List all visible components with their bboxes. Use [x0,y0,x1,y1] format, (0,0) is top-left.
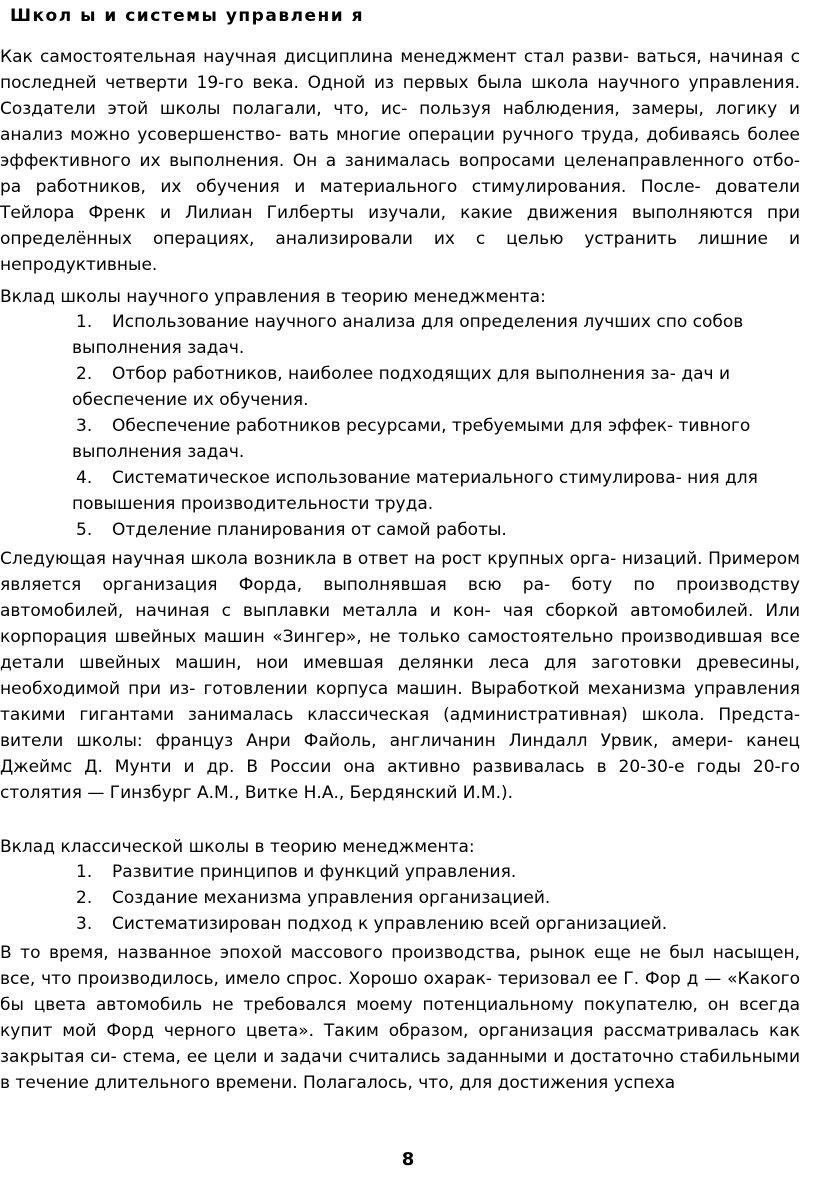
page-number: 8 [401,1149,415,1170]
list-item [72,361,782,413]
list-item-number: 1. [76,862,93,882]
list-item-number: 5. [76,520,93,540]
classical-school-contributions-list [72,859,782,937]
list-item-number: 3. [76,914,93,934]
list-item-text: Использование научного анализа для определения лучших спо собов выполнения задач. [72,312,744,358]
list-item [72,465,782,517]
list-item-number: 4. [76,468,93,488]
list-item [72,309,782,361]
list-item-number: 3. [76,416,93,436]
list-intro-scientific-school: Вклад школы научного управления в теорию менеджмента: [0,287,546,307]
list-item-text: Систематизирован подход к управлению всей организацией. [112,914,668,934]
list-item [72,413,782,465]
list-item-number: 1. [76,312,93,332]
list-item-number: 2. [76,364,93,384]
list-item-text: Обеспечение работников ресурсами, требуемыми для эффек- тивного выполнения задач. [72,416,751,462]
scientific-school-contributions-list [72,309,782,543]
paragraph-mass-production: В то время, названное эпохой массового производства, рынок еще не был насыщен, все, что производилось, имело спрос. Хорошо охарак- теризовал ее Г. Фор д — «Какого бы цвета автомобиль не требовался моему потенциальному покупателю, он всегда купит мой Форд черного цвета». Таким образом, организация рассматривалась как закрытая си- стема, ее цели и задачи считались заданными и достаточно стабильными в течение длительного времени. Полагалось, что, для достижения успеха [0,943,800,1093]
paragraph-scientific-management: Как самостоятельная научная дисциплина менеджмент стал разви- ваться, начиная с последней четверти 19-го века. Одной из первых была школа научного управления. Создатели этой школы полагали, что, ис- пользуя наблюдения, замеры, логику и анализ можно усовершенство- вать многие операции ручного труда, добиваясь более эффективного их выполнения. Он а занималась вопросами целенаправленного отбо- ра работников, их обучения и материального стимулирования. После- дователи Тейлора Френк и Лилиан Гилберты изучали, какие движения выполняются при определённых операциях, анализировали их с целью устранить лишние и непродуктивные. [0,47,800,275]
list-item-number: 2. [76,888,93,908]
list-item-text: Создание механизма управления организацией. [112,888,551,908]
list-item-text: Систематическое использование материального стимулирова- ния для повышения производительности труда. [72,468,758,514]
section-heading: Школ ы и системы управлени я [10,6,365,26]
list-item-text: Развитие принципов и функций управления. [112,862,517,882]
paragraph-classical-school: Следующая научная школа возникла в ответ на рост крупных орга- низаций. Примером является организация Форда, выполнявшая всю ра- боту по производству автомобилей, начиная с выплавки металла и кон- чая сборкой автомобилей. Или корпорация швейных машин «Зингер», не только самостоятельно производившая все детали швейных машин, нои имевшая делянки леса для заготовки древесины, необходимой при из- готовлении корпуса машин. Выработкой механизма управления такими гигантами занималась классическая (административная) школа. Предста- вители школы: француз Анри Файоль, англичанин Линдалл Урвик, амери- канец Джеймс Д. Мунти и др. В России она активно развивалась в 20-30-е годы 20-го столятия — Гинзбург А.М., Витке Н.А., Бердянский И.М.). [0,549,800,803]
list-item [72,859,782,885]
list-intro-classical-school: Вклад классической школы в теорию менеджмента: [0,837,475,857]
list-item [72,885,782,911]
list-item [72,911,782,937]
list-item-text: Отбор работников, наиболее подходящих для выполнения за- дач и обеспечение их обучения. [72,364,731,410]
list-item [72,517,782,543]
list-item-text: Отделение планирования от самой работы. [112,520,507,540]
